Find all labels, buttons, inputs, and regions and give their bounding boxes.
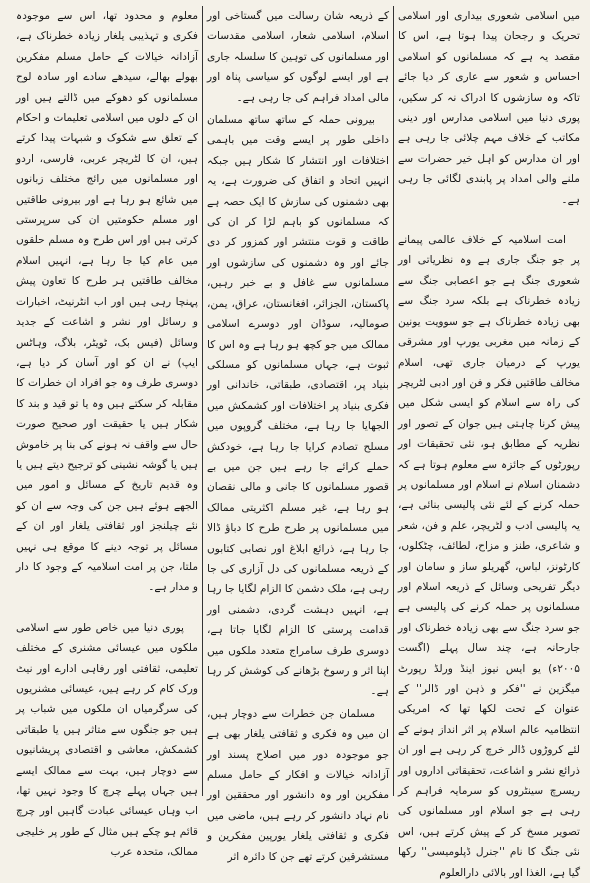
column-left-paragraph-2: پوری دنیا میں خاص طور سے اسلامی ملکوں میں عیسائی مشنری کے مختلف تعلیمی، ثقافتی اور رفاہی ادارے اور نیٹ ورک کام کر رہے ہیں، عیسائی مشنریوں کی سرگرمیاں ان ملکوں میں شباب پر ہیں جو جنگوں سے متاثر ہیں یا طبقاتی کشمکش، معاشی و اقتصادی پریشانیوں سے دوچار ہیں، بہت سے ممالک ایسے ہیں جہاں پہلے چرچ کا وجود نہیں تھا، اب وہاں عیسائی عبادت گاہیں اور چرچ قائم ہو چکے ہیں مثال کے طور پر خلیجی ممالک، متحدہ عرب — [16, 621, 198, 859]
column-right-paragraph-1: میں اسلامی شعوری بیداری اور اسلامی تحریک و رجحان پیدا ہوتا ہے، اس کا مقصد یہ ہے کہ مسلمانوں کو اسلامی احساس و شعور سے عاری کر دیا جائے تاکہ وہ سازشوں کا ادراک نہ کر سکیں، پوری دنیا میں اسلامی مدارس اور دینی مکاتب کے خلاف مہم چلائی جا رہی ہے اور ان مدارس کو اہل خیر حضرات سے ملنے والی امداد پر پابندی لگائی جا رہی ہے۔ — [398, 10, 580, 206]
column-right — [394, 6, 584, 879]
column-left — [12, 6, 202, 859]
column-middle-paragraph-2: بیرونی حملہ کے ساتھ ساتھ مسلمان داخلی طور پر ایسے وقت میں باہمی اختلافات اور انتشار کا شکار ہیں جبکہ انہیں اتحاد و اتفاق کی ضرورت ہے، یہ بھی دشمنوں کی سازش کا ایک حصہ ہے کہ مسلمانوں کو باہم لڑا کر ان کی طاقت و قوت منتشر اور کمزور کر دی جائے اور وہ دشمنوں کی سازشوں اور مسلمانوں سے غافل و بے خبر رہیں، پاکستان، الجزائر، افغانستان، عراق، یمن، صومالیہ، سوڈان اور دوسرے اسلامی ممالک میں جو کچھ ہو رہا ہے وہ اس کا ثبوت ہے، جہاں مسلمانوں کو مسلکی بنیاد پر، اقتصادی، طبقاتی، خاندانی اور فکری بنیاد پر اختلافات اور کشمکش میں الجھایا جا رہا ہے، مختلف گروپوں میں مسلح تصادم کرایا جا رہا ہے، خودکش حملے کرائے جا رہے ہیں جن میں بے قصور مسلمانوں کا جانی و مالی نقصان ہو رہا ہے، غیر مسلم اکثریتی ممالک میں مسلمانوں پر طرح طرح کا دباؤ ڈالا جا رہا ہے، ذرائع ابلاغ اور نصابی کتابوں کے ذریعہ مسلمانوں کی دل آزاری کی جا رہی ہے، ملک دشمن کا الزام لگایا جا رہا ہے، انہیں دہشت گردی، دشمنی اور قدامت پرستی کا الزام لگایا جاتا ہے، دوسری طرف سامراج متعدد ملکوں میں اپنا اثر و رسوخ بڑھانے کی کوشش کر رہا ہے۔ — [207, 114, 389, 698]
column-middle-paragraph-3: مسلمان جن خطرات سے دوچار ہیں، ان میں وہ فکری و ثقافتی یلغار بھی ہے جو موجودہ دور میں اصلاح پسند اور آزادانہ خیالات و افکار کے حامل مسلم مفکرین اور وہ دانشور اور محققین اور نام نہاد دانشور کر رہے ہیں، ماضی میں فکری و ثقافتی یلغار یورپین مفکرین و مستشرقین کرتے تھے جن کا دائرہ اثر — [207, 707, 389, 863]
column-right-paragraph-2: امت اسلامیہ کے خلاف عالمی پیمانے پر جو جنگ جاری ہے وہ نظریاتی اور شعوری جنگ ہے جو اعصابی جنگ سے زیادہ خطرناک ہے بلکہ سرد جنگ سے بھی زیادہ خطرناک ہے جو سوویت یونین کے زمانہ میں مغربی یورپ اور مشرقی یورپ کے درمیان جاری تھی، اسلام مخالف طاقتیں فکر و فن اور ادبی لٹریچر کی راہ سے اسلام کو ایسی شکل میں پیش کرنا چاہتی ہیں جوان کے تصور اور نظریہ کے مطابق ہو، نئی تحقیقات اور رپورٹوں کے جائزہ سے معلوم ہوتا ہے کہ دشمنان اسلام نے اسلام اور مسلمانوں پر حملہ کرنے کے لئے نئی پالیسی بنائی ہے، یہ پالیسی ادب و لٹریچر، علم و فن، شعر و شاعری، طنز و مزاح، لطائف، چٹکلوں، کارٹونز، لباس، گھریلو ساز و سامان اور دیگر تفریحی وسائل کے ذریعہ اسلام اور مسلمانوں پر حملہ کرنے کی پالیسی ہے جو سرد جنگ سے بھی زیادہ خطرناک اور جارحانہ ہے، چند سال پہلے (اگست ۲۰۰۵ء) یو ایس نیوز اینڈ ورلڈ رپورٹ میگزین نے ''فکر و ذہن اور ڈالر'' کے عنوان کے تحت لکھا تھا کہ امریکی انتظامیہ عالم اسلام پر اثر انداز ہونے کے لئے کروڑوں ڈالر خرچ کر رہی ہے اور ان ذرائع نشر و اشاعت، تحقیقاتی اداروں اور ریسرچ سینٹروں کو سرمایہ فراہم کر رہی ہے جو اسلام اور مسلمانوں کی تصویر مسخ کر کے پیش کرتے ہیں، اس نئی جنگ کا نام ''جنرل ڈپلومیسی'' رکھا گیا ہے، الغذا اور بالائی دارالعلوم — [398, 234, 580, 879]
column-middle-paragraph-1: کے ذریعہ شان رسالت میں گستاخی اور اسلام، اسلامی شعار، اسلامی مقدسات اور مسلمانوں کی توہین کا سلسلہ جاری ہے اور ایسے لوگوں کو سیاسی پناہ اور مالی امداد فراہم کی جا رہی ہے۔ — [207, 10, 389, 104]
column-middle — [203, 6, 393, 863]
column-left-paragraph-1: معلوم و محدود تھا، اس سے موجودہ فکری و تہذیبی یلغار زیادہ خطرناک ہے، آزادانہ خیالات کے حامل مسلم مفکرین بھولے بھالے، سیدھے سادے اور سادہ لوح مسلمانوں کو دھوکے میں ڈالتے ہیں اور ان کے دلوں میں اسلامی تعلیمات و احکام کے تعلق سے شکوک و شبہات پیدا کرتے ہیں، ان کا لٹریچر عربی، فارسی، اردو اور مسلمانوں میں رائج مختلف زبانوں میں شائع ہو رہا ہے اور بیرونی طاقتیں اور مسلم حکومتیں ان کی سرپرستی کرتی ہیں اور اس طرح وہ مسلم حلقوں میں عام کیا جا رہا ہے، انہیں اسلام مخالف طاقتیں ہر طرح کا تعاون پیش پہنچا رہی ہیں اور اب انٹرنیٹ، اخبارات و رسائل اور نشر و اشاعت کے جدید وسائل (فیس بک، ٹویٹر، بلاگ، وہاٹس ایپ) نے ان کو اور آسان کر دیا ہے، دوسری طرف وہ جو افراد ان خطرات کا مقابلہ کر سکتے ہیں وہ یا تو قید و بند کا شکار ہیں یا حقیقت اور صحیح صورت حال سے واقف نہ ہونے کی بنا پر خاموش ہیں یا گوشہ نشینی کو ترجیح دیتے ہیں یا وہ قدیم تاریخ کے مسائل و امور میں الجھے ہوئے ہیں جن کی وجہ سے ان کو نئے چیلنجز اور ثقافتی یلغار اور ان کے مسائل پر توجہ دینے کا موقع ہی نہیں ملتا، جن پر امت اسلامیہ کے وجود کا دار و مدار ہے۔ — [16, 10, 198, 594]
